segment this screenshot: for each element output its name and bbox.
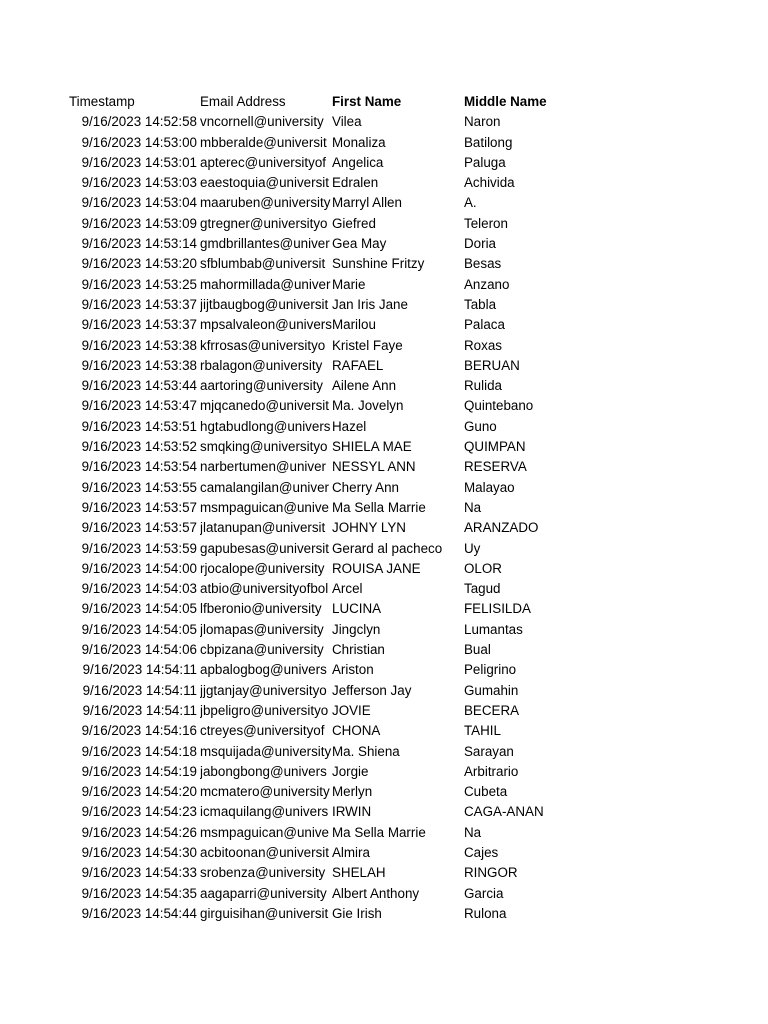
email-cell: acbitoonan@universit bbox=[200, 844, 329, 860]
email-cell: srobenza@university bbox=[200, 865, 326, 881]
middle-name-cell: Quintebano bbox=[464, 398, 534, 414]
email-cell: smqking@universityo bbox=[200, 439, 328, 455]
timestamp-cell: 9/16/2023 14:53:01 bbox=[81, 154, 197, 170]
table-row bbox=[0, 336, 768, 356]
table-body bbox=[0, 112, 768, 924]
table-row bbox=[0, 396, 768, 416]
table-row bbox=[0, 904, 768, 924]
middle-name-cell: Cajes bbox=[464, 844, 499, 860]
middle-name-cell: Tagud bbox=[464, 581, 501, 597]
table-row bbox=[0, 214, 768, 234]
email-cell: aagaparri@university bbox=[200, 885, 327, 901]
middle-name-cell: FELISILDA bbox=[464, 601, 531, 617]
first-name-cell: Arcel bbox=[332, 581, 363, 597]
timestamp-cell: 9/16/2023 14:54:11 bbox=[82, 702, 197, 718]
header-email: Email Address bbox=[200, 94, 286, 109]
email-cell: mahormillada@univer bbox=[200, 276, 331, 292]
first-name-cell: Hazel bbox=[332, 418, 367, 434]
table-row bbox=[0, 701, 768, 721]
first-name-cell: Jingclyn bbox=[332, 621, 381, 637]
first-name-cell: Kristel Faye bbox=[332, 337, 403, 353]
first-name-cell: Ma. Jovelyn bbox=[332, 398, 404, 414]
timestamp-cell: 9/16/2023 14:53:04 bbox=[81, 195, 197, 211]
timestamp-cell: 9/16/2023 14:54:00 bbox=[81, 560, 197, 576]
middle-name-cell: Naron bbox=[464, 114, 501, 130]
table-row bbox=[0, 133, 768, 153]
table-row bbox=[0, 640, 768, 660]
middle-name-cell: RINGOR bbox=[464, 865, 518, 881]
table-row bbox=[0, 620, 768, 640]
first-name-cell: Edralen bbox=[332, 175, 379, 191]
email-cell: jbpeligro@universityo bbox=[200, 702, 329, 718]
first-name-cell: Albert Anthony bbox=[332, 885, 420, 901]
timestamp-cell: 9/16/2023 14:53:55 bbox=[81, 479, 197, 495]
first-name-cell: Jefferson Jay bbox=[332, 682, 412, 698]
email-cell: mbberalde@universit bbox=[200, 134, 327, 150]
email-cell: atbio@universityofbol bbox=[200, 581, 329, 597]
email-cell: eaestoquia@universit bbox=[200, 175, 329, 191]
email-cell: maaruben@university bbox=[200, 195, 331, 211]
middle-name-cell: Teleron bbox=[464, 215, 508, 231]
email-cell: vncornell@university bbox=[200, 114, 324, 130]
header-timestamp: Timestamp bbox=[69, 94, 135, 109]
middle-name-cell: Anzano bbox=[464, 276, 510, 292]
middle-name-cell: QUIMPAN bbox=[464, 439, 526, 455]
email-cell: gtregner@universityo bbox=[200, 215, 328, 231]
timestamp-cell: 9/16/2023 14:54:16 bbox=[81, 723, 197, 739]
timestamp-cell: 9/16/2023 14:53:09 bbox=[81, 215, 197, 231]
timestamp-cell: 9/16/2023 14:53:14 bbox=[81, 236, 197, 252]
email-cell: msmpaguican@unive bbox=[200, 824, 329, 840]
middle-name-cell: Batilong bbox=[464, 134, 513, 150]
middle-name-cell: Bual bbox=[464, 642, 491, 658]
timestamp-cell: 9/16/2023 14:53:51 bbox=[81, 418, 197, 434]
email-cell: jlatanupan@universit bbox=[200, 520, 326, 536]
middle-name-cell: Gumahin bbox=[464, 682, 519, 698]
first-name-cell: LUCINA bbox=[332, 601, 382, 617]
timestamp-cell: 9/16/2023 14:53:57 bbox=[81, 499, 197, 515]
timestamp-cell: 9/16/2023 14:53:47 bbox=[81, 398, 197, 414]
timestamp-cell: 9/16/2023 14:54:03 bbox=[81, 581, 197, 597]
timestamp-cell: 9/16/2023 14:52:58 bbox=[81, 114, 197, 130]
email-cell: gmdbrillantes@univer bbox=[200, 236, 330, 252]
email-cell: sfblumbab@universit bbox=[200, 256, 326, 272]
first-name-cell: Ailene Ann bbox=[332, 378, 397, 394]
middle-name-cell: TAHIL bbox=[464, 723, 501, 739]
middle-name-cell: CAGA-ANAN bbox=[464, 804, 544, 820]
middle-name-cell: Rulida bbox=[464, 378, 502, 394]
middle-name-cell: Roxas bbox=[464, 337, 502, 353]
spreadsheet-table bbox=[0, 92, 768, 924]
email-cell: jabongbong@univers bbox=[200, 763, 327, 779]
middle-name-cell: Arbitrario bbox=[464, 763, 519, 779]
middle-name-cell: BECERA bbox=[464, 702, 520, 718]
timestamp-cell: 9/16/2023 14:53:38 bbox=[81, 357, 197, 373]
timestamp-cell: 9/16/2023 14:54:11 bbox=[82, 662, 197, 678]
middle-name-cell: ARANZADO bbox=[464, 520, 539, 536]
timestamp-cell: 9/16/2023 14:53:54 bbox=[81, 459, 197, 475]
timestamp-cell: 9/16/2023 14:54:18 bbox=[81, 743, 197, 759]
timestamp-cell: 9/16/2023 14:53:25 bbox=[81, 276, 197, 292]
timestamp-cell: 9/16/2023 14:54:33 bbox=[81, 865, 197, 881]
first-name-cell: CHONA bbox=[332, 723, 381, 739]
middle-name-cell: Sarayan bbox=[464, 743, 514, 759]
middle-name-cell: OLOR bbox=[464, 560, 502, 576]
table-row bbox=[0, 721, 768, 741]
timestamp-cell: 9/16/2023 14:53:03 bbox=[81, 175, 197, 191]
first-name-cell: Cherry Ann bbox=[332, 479, 399, 495]
first-name-cell: Jorgie bbox=[332, 763, 369, 779]
middle-name-cell: RESERVA bbox=[464, 459, 527, 475]
table-row bbox=[0, 234, 768, 254]
email-cell: cbpizana@university bbox=[200, 642, 324, 658]
first-name-cell: Ariston bbox=[332, 662, 374, 678]
email-cell: jjgtanjay@universityo bbox=[200, 682, 327, 698]
timestamp-cell: 9/16/2023 14:53:57 bbox=[81, 520, 197, 536]
first-name-cell: Almira bbox=[332, 844, 370, 860]
timestamp-cell: 9/16/2023 14:53:52 bbox=[81, 439, 197, 455]
email-cell: aartoring@university bbox=[200, 378, 324, 394]
first-name-cell: JOVIE bbox=[332, 702, 371, 718]
middle-name-cell: Guno bbox=[464, 418, 497, 434]
middle-name-cell: Uy bbox=[464, 540, 481, 556]
timestamp-cell: 9/16/2023 14:54:06 bbox=[81, 642, 197, 658]
timestamp-cell: 9/16/2023 14:53:59 bbox=[81, 540, 197, 556]
timestamp-cell: 9/16/2023 14:53:20 bbox=[81, 256, 197, 272]
email-cell: narbertumen@univer bbox=[200, 459, 326, 475]
first-name-cell: Ma Sella Marrie bbox=[332, 824, 426, 840]
middle-name-cell: BERUAN bbox=[464, 357, 520, 373]
email-cell: ctreyes@universityof bbox=[200, 723, 325, 739]
email-cell: rjocalope@university bbox=[200, 560, 325, 576]
first-name-cell: Marryl Allen bbox=[332, 195, 402, 211]
table-row bbox=[0, 478, 768, 498]
first-name-cell: Christian bbox=[332, 642, 385, 658]
middle-name-cell: Tabla bbox=[464, 296, 497, 312]
timestamp-cell: 9/16/2023 14:54:19 bbox=[81, 763, 197, 779]
table-row bbox=[0, 863, 768, 883]
first-name-cell: ROUISA JANE bbox=[332, 560, 421, 576]
middle-name-cell: Lumantas bbox=[464, 621, 523, 637]
email-cell: rbalagon@university bbox=[200, 357, 323, 373]
middle-name-cell: Peligrino bbox=[464, 662, 517, 678]
table-row bbox=[0, 356, 768, 376]
email-cell: apbalogbog@univers bbox=[200, 662, 327, 678]
timestamp-cell: 9/16/2023 14:53:37 bbox=[81, 317, 197, 333]
first-name-cell: Jan Iris Jane bbox=[332, 296, 408, 312]
email-cell: apterec@universityof bbox=[200, 154, 326, 170]
first-name-cell: Monaliza bbox=[332, 134, 386, 150]
first-name-cell: Ma. Shiena bbox=[332, 743, 400, 759]
table-row bbox=[0, 843, 768, 863]
timestamp-cell: 9/16/2023 14:54:05 bbox=[81, 601, 197, 617]
timestamp-cell: 9/16/2023 14:54:30 bbox=[81, 844, 197, 860]
email-cell: mcmatero@university bbox=[200, 784, 330, 800]
timestamp-cell: 9/16/2023 14:54:44 bbox=[81, 905, 197, 921]
table-row bbox=[0, 254, 768, 274]
email-cell: hgtabudlong@univers bbox=[200, 418, 331, 434]
email-cell: jijtbaugbog@universit bbox=[200, 296, 329, 312]
first-name-cell: Vilea bbox=[332, 114, 362, 130]
first-name-cell: Sunshine Fritzy bbox=[332, 256, 425, 272]
middle-name-cell: Cubeta bbox=[464, 784, 508, 800]
table-row bbox=[0, 802, 768, 822]
first-name-cell: RAFAEL bbox=[332, 357, 384, 373]
email-cell: jlomapas@university bbox=[200, 621, 324, 637]
first-name-cell: Merlyn bbox=[332, 784, 373, 800]
email-cell: mpsalvaleon@univers bbox=[200, 317, 332, 333]
table-row bbox=[0, 681, 768, 701]
timestamp-cell: 9/16/2023 14:54:20 bbox=[81, 784, 197, 800]
first-name-cell: SHIELA MAE bbox=[332, 439, 412, 455]
first-name-cell: JOHNY LYN bbox=[332, 520, 406, 536]
table-row bbox=[0, 498, 768, 518]
table-row bbox=[0, 884, 768, 904]
middle-name-cell: Palaca bbox=[464, 317, 505, 333]
email-cell: msmpaguican@unive bbox=[200, 499, 329, 515]
table-row bbox=[0, 782, 768, 802]
first-name-cell: Giefred bbox=[332, 215, 376, 231]
email-cell: kfrrosas@universityo bbox=[200, 337, 326, 353]
timestamp-cell: 9/16/2023 14:54:05 bbox=[81, 621, 197, 637]
middle-name-cell: Malayao bbox=[464, 479, 515, 495]
table-row bbox=[0, 823, 768, 843]
email-cell: mjqcanedo@universit bbox=[200, 398, 329, 414]
timestamp-cell: 9/16/2023 14:54:23 bbox=[81, 804, 197, 820]
first-name-cell: Gie Irish bbox=[332, 905, 382, 921]
table-row bbox=[0, 559, 768, 579]
timestamp-cell: 9/16/2023 14:53:38 bbox=[81, 337, 197, 353]
email-cell: icmaquilang@univers bbox=[200, 804, 329, 820]
table-row bbox=[0, 295, 768, 315]
middle-name-cell: Na bbox=[464, 824, 482, 840]
table-row bbox=[0, 660, 768, 680]
first-name-cell: IRWIN bbox=[332, 804, 372, 820]
table-row bbox=[0, 153, 768, 173]
timestamp-cell: 9/16/2023 14:53:44 bbox=[81, 378, 197, 394]
table-row bbox=[0, 579, 768, 599]
table-row bbox=[0, 457, 768, 477]
header-first-name: First Name bbox=[332, 94, 402, 109]
timestamp-cell: 9/16/2023 14:53:00 bbox=[81, 134, 197, 150]
first-name-cell: SHELAH bbox=[332, 865, 386, 881]
middle-name-cell: Na bbox=[464, 499, 482, 515]
table-row bbox=[0, 417, 768, 437]
first-name-cell: Gea May bbox=[332, 236, 387, 252]
table-row bbox=[0, 173, 768, 193]
table-row bbox=[0, 742, 768, 762]
middle-name-cell: Doria bbox=[464, 236, 496, 252]
table-row bbox=[0, 599, 768, 619]
header-row bbox=[0, 92, 768, 112]
first-name-cell: NESSYL ANN bbox=[332, 459, 416, 475]
email-cell: msquijada@university bbox=[200, 743, 332, 759]
table-row bbox=[0, 518, 768, 538]
email-cell: gapubesas@universit bbox=[200, 540, 329, 556]
first-name-cell: Marie bbox=[332, 276, 366, 292]
table-row bbox=[0, 437, 768, 457]
middle-name-cell: Paluga bbox=[464, 154, 506, 170]
table-row bbox=[0, 193, 768, 213]
table-row bbox=[0, 376, 768, 396]
first-name-cell: Angelica bbox=[332, 154, 384, 170]
first-name-cell: Ma Sella Marrie bbox=[332, 499, 426, 515]
email-cell: girguisihan@universit bbox=[200, 905, 329, 921]
table-row bbox=[0, 275, 768, 295]
middle-name-cell: Garcia bbox=[464, 885, 504, 901]
first-name-cell: Marilou bbox=[332, 317, 376, 333]
middle-name-cell: A. bbox=[464, 195, 477, 211]
table-row bbox=[0, 112, 768, 132]
header-middle-name: Middle Name bbox=[464, 94, 547, 109]
timestamp-cell: 9/16/2023 14:53:37 bbox=[81, 296, 197, 312]
first-name-cell: Gerard al pacheco bbox=[332, 540, 443, 556]
table-row bbox=[0, 762, 768, 782]
email-cell: lfberonio@university bbox=[200, 601, 322, 617]
middle-name-cell: Achivida bbox=[464, 175, 515, 191]
email-cell: camalangilan@univer bbox=[200, 479, 329, 495]
timestamp-cell: 9/16/2023 14:54:26 bbox=[81, 824, 197, 840]
table-row bbox=[0, 539, 768, 559]
table-row bbox=[0, 315, 768, 335]
middle-name-cell: Besas bbox=[464, 256, 502, 272]
middle-name-cell: Rulona bbox=[464, 905, 507, 921]
timestamp-cell: 9/16/2023 14:54:35 bbox=[81, 885, 197, 901]
timestamp-cell: 9/16/2023 14:54:11 bbox=[82, 682, 197, 698]
